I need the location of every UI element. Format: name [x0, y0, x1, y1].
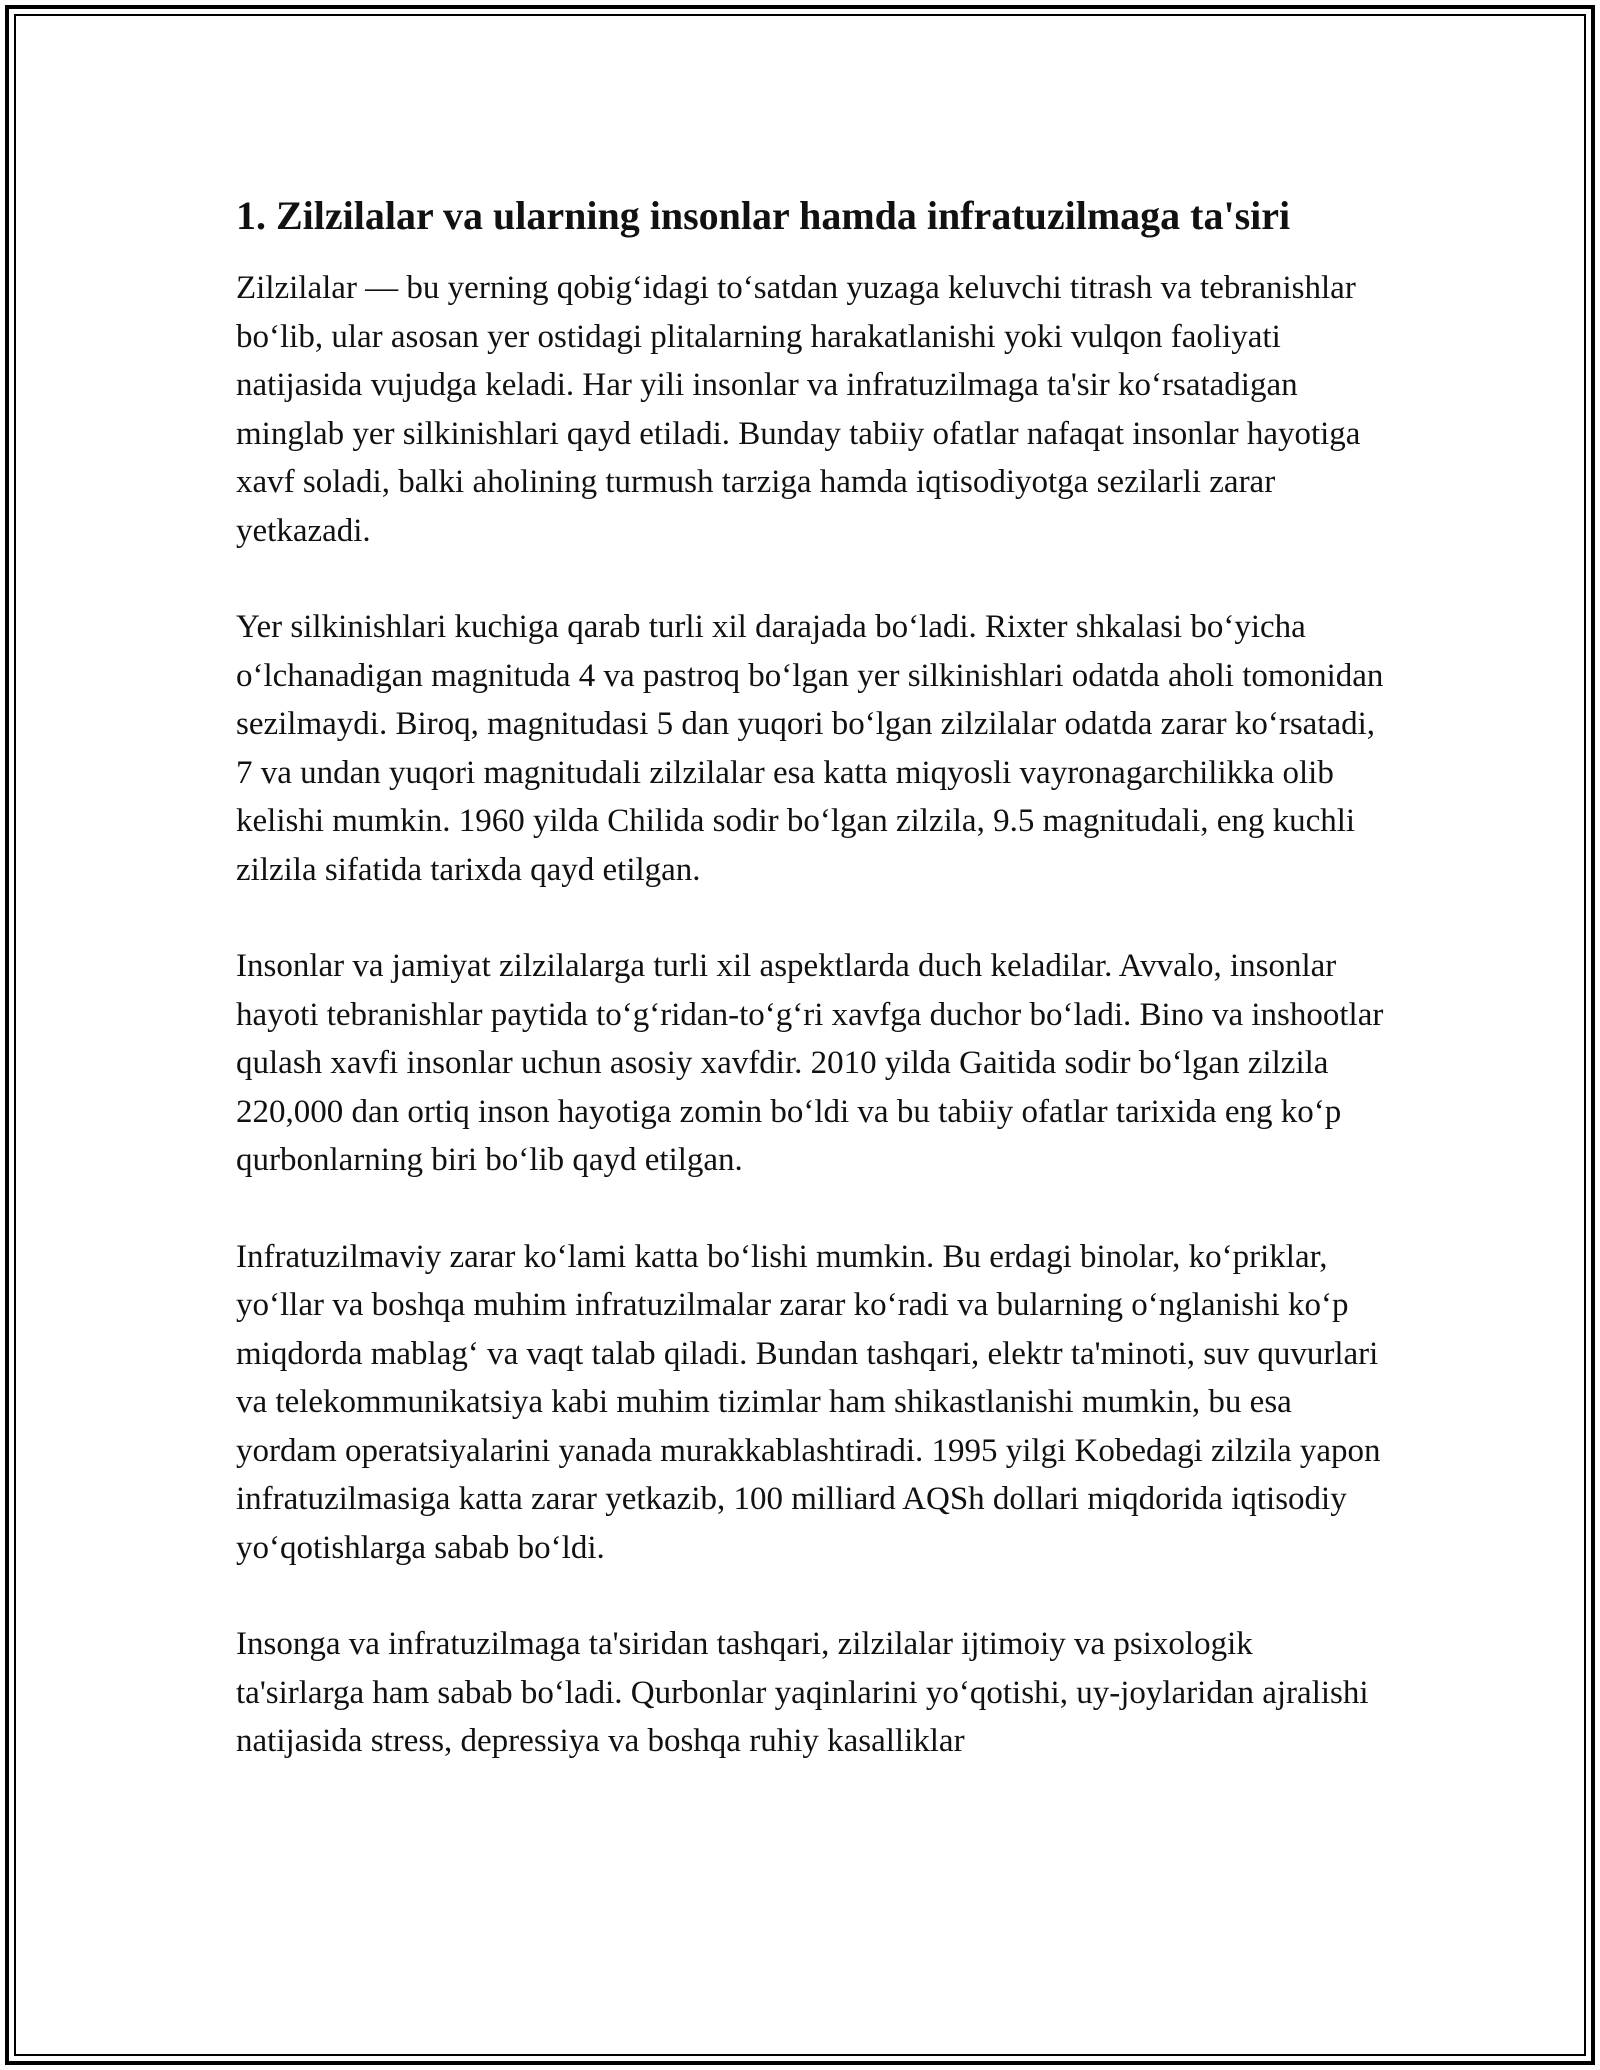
paragraph-human-impact: Insonlar va jamiyat zilzilalarga turli xil aspektlarda duch keladilar. Avvalo, insonlar hayoti tebranishlar paytida to‘g‘ridan-to‘g‘ri xavfga duchor bo‘ladi. Bino va inshootlar qulash xavfi insonlar uchun asosiy xavfdir. 2010 yilda Gaitida sodir bo‘lgan zilzila 220,000 dan ortiq inson hayotiga zomin bo‘ldi va bu tabiiy ofatlar tarixida eng ko‘p qurbonlarning biri bo‘lib qayd etilgan.: [236, 948, 1384, 1178]
document-body: [236, 190, 1386, 1766]
paragraph-infrastructure: Infratuzilmaviy zarar ko‘lami katta bo‘lishi mumkin. Bu erdagi binolar, ko‘priklar, yo‘llar va boshqa muhim infratuzilmalar zarar ko‘radi va bularning o‘nglanishi ko‘p miqdorda mablag‘ va vaqt talab qiladi. Bundan tashqari, elektr ta'minoti, suv quvurlari va telekommunikatsiya kabi muhim tizimlar ham shikastlanishi mumkin, bu esa yordam operatsiyalarini yanada murakkablashtiradi. 1995 yilgi Kobedagi zilzila yapon infratuzilmasiga katta zarar yetkazib, 100 milliard AQSh dollari miqdorida iqtisodiy yo‘qotishlarga sabab bo‘ldi.: [236, 1238, 1381, 1566]
paragraph-intro: Zilzilalar — bu yerning qobig‘idagi to‘satdan yuzaga keluvchi titrash va tebranishlar bo‘lib, ular asosan yer ostidagi plitalarning harakatlanishi yoki vulqon faoliyati natijasida vujudga keladi. Har yili insonlar va infratuzilmaga ta'sir ko‘rsatadigan minglab yer silkinishlari qayd etiladi. Bunday tabiiy ofatlar nafaqat insonlar hayotiga xavf soladi, balki aholining turmush tarziga hamda iqtisodiyotga sezilarli zarar yetkazadi.: [236, 270, 1361, 549]
section-heading: 1. Zilzilalar va ularning insonlar hamda infratuzilmaga ta'siri: [236, 193, 1291, 238]
paragraph-social-impact: Insonga va infratuzilmaga ta'siridan tashqari, zilzilalar ijtimoiy va psixologik ta'sirlarga ham sabab bo‘ladi. Qurbonlar yaqinlarini yo‘qotishi, uy-joylaridan ajralishi natijasida stress, depressiya va boshqa ruhiy kasalliklar: [236, 1626, 1369, 1759]
paragraph-magnitude: Yer silkinishlari kuchiga qarab turli xil darajada bo‘ladi. Rixter shkalasi bo‘yicha o‘lchanadigan magnituda 4 va pastroq bo‘lgan yer silkinishlari odatda aholi tomonidan sezilmaydi. Biroq, magnitudasi 5 dan yuqori bo‘lgan zilzilalar odatda zarar ko‘rsatadi, 7 va undan yuqori magnitudali zilzilalar esa katta miqyosli vayronagarchilikka olib kelishi mumkin. 1960 yilda Chilida sodir bo‘lgan zilzila, 9.5 magnitudali, eng kuchli zilzila sifatida tarixda qayd etilgan.: [236, 609, 1384, 888]
